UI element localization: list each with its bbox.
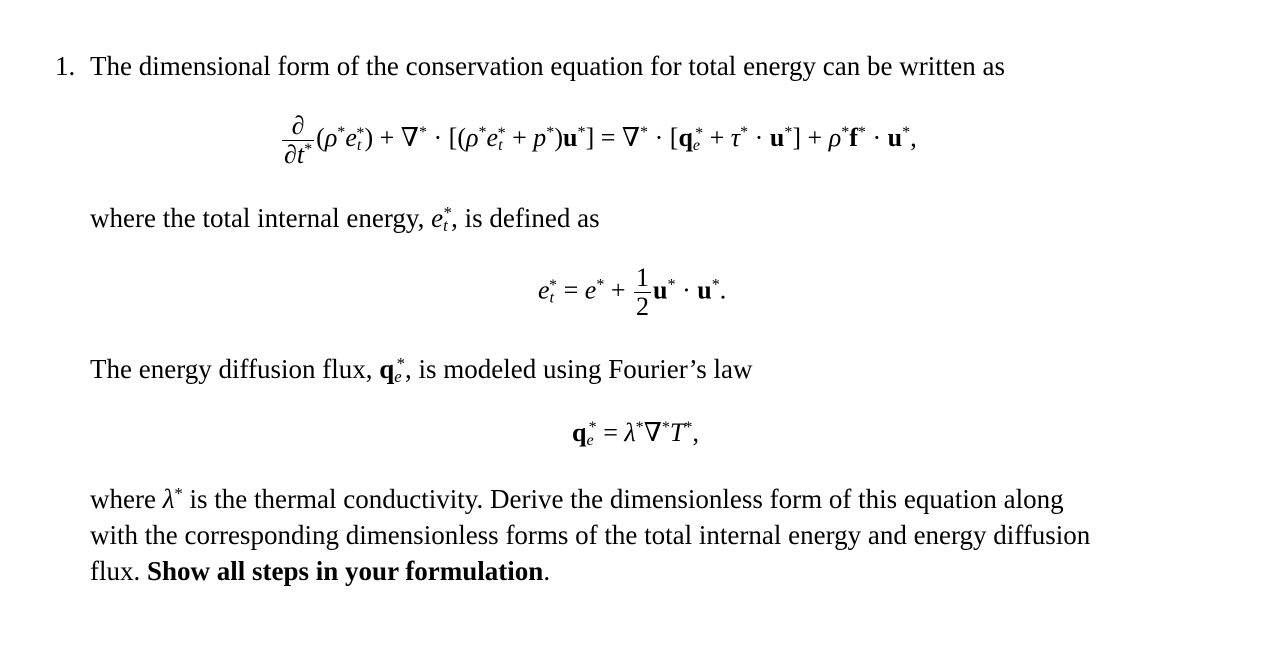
- task-text-line-2: with the corresponding dimensionless forms of the total internal energy and energy diffusion: [90, 520, 1091, 550]
- instruction-bold: Show all steps in your formulation: [147, 556, 544, 586]
- total-energy-definition-text: where the total internal energy, $e_t^*$, is defined as: [90, 202, 600, 236]
- conductivity-text: where λ* is the thermal conductivity. Derive the dimensionless form of this equation along: [90, 483, 1064, 514]
- intro-text: The dimensional form of the conservation equation for total energy can be written as: [90, 51, 1005, 81]
- problem-number: 1.: [55, 51, 76, 81]
- energy-conservation-equation: $\frac{\partial}{\partial t^*}$ $(\rho^*e_t^*) + \nabla^* \cdot [(\rho^*e_t^* + p^*)u^*] = \nabla^* \cdot [q_e^* + \tau^* \cdot u^*] + \rho^*f^* \cdot u^*$,: [284, 111, 917, 169]
- partial-derivative-fraction: $\frac{\partial}{\partial t^*}$: [284, 111, 313, 169]
- et-symbol: $e_t^*$: [431, 202, 452, 236]
- task-text-line-3: flux. Show all steps in your formulation.: [90, 556, 551, 586]
- diffusion-flux-text: The energy diffusion flux, $q_e^*$, is modeled using Fourier’s law: [90, 353, 753, 387]
- fourier-law-equation: $q_e^* = \lambda^*\nabla^*T^*$,: [572, 418, 699, 450]
- one-half-fraction: $\frac{1}{2}$: [636, 263, 650, 321]
- total-energy-equation: $e_t^* = e^*$ + $\frac{1}{2}$ u* · u*.: [538, 263, 727, 321]
- qe-symbol: q: [379, 354, 395, 384]
